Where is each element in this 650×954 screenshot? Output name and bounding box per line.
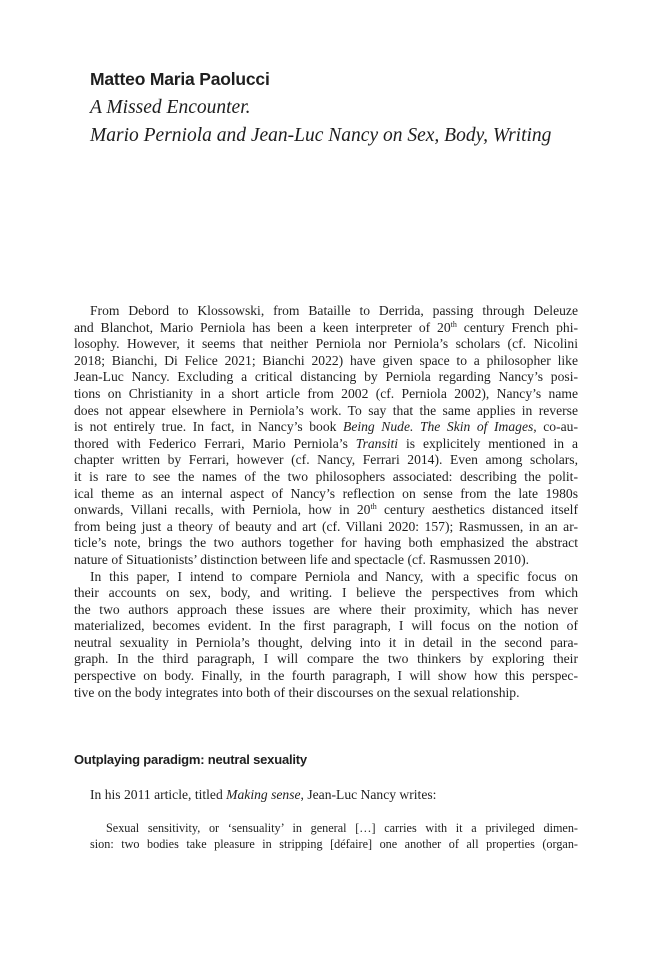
text-line: and Blanchot, Mario Perniola has been a keen interpreter of 20th century French phi- <box>74 319 579 335</box>
book-title-italic: Being Nude. The Skin of Images <box>343 419 534 435</box>
text-line: ical theme as an internal aspect of Nancy’s reflection on sense from the late 1980s <box>74 485 578 501</box>
text-line: it is rare to see the names of the two philosophers associated: describing the polit- <box>74 468 578 484</box>
chapter-title-line-2: Mario Perniola and Jean-Luc Nancy on Sex, Body, Writing <box>90 125 552 146</box>
section-intro-sentence: In his 2011 article, titled Making sense, Jean-Luc Nancy writes: <box>90 787 437 802</box>
text-line: does not appear elsewhere in Perniola’s work. To say that the same applies in reverse <box>74 402 578 418</box>
text-line: In this paper, I intend to compare Perniola and Nancy, with a specific focus on <box>90 568 578 584</box>
text-line: materialized, becomes evident. In the first paragraph, I will focus on the notion of <box>74 618 578 634</box>
text-line: ticle’s note, brings the two authors together for having both emphasized the abstract <box>74 535 578 551</box>
text-line: tive on the body integrates into both of their discourses on the sexual relationship. <box>74 684 520 700</box>
chapter-title <box>90 94 551 150</box>
text-line: is not entirely true. In fact, in Nancy’s book Being Nude. The Skin of Images, co-au- <box>74 419 578 435</box>
text-line: losophy. However, it seems that neither Perniola nor Perniola’s scholars (cf. Nicolini <box>74 336 578 352</box>
body-text <box>74 303 578 701</box>
text-line: tions on Christianity in a short article from 2002 (cf. Perniola 2002), Nancy’s name <box>74 385 578 401</box>
superscript: th <box>450 319 457 329</box>
text-line: nature of Situationists’ distinction between life and spectacle (cf. Rasmussen 2010). <box>74 551 530 567</box>
quote-line: sion: two bodies take pleasure in stripping [défaire] one another of all properties (organ- <box>90 836 578 851</box>
text-line: Jean-Luc Nancy. Excluding a critical distancing by Perniola regarding Nancy’s posi- <box>74 369 578 385</box>
text-line: onwards, Villani recalls, with Perniola, how in 20th century aesthetics distanced itself <box>74 502 578 518</box>
text-line: neutral sexuality in Perniola’s thought, delving into it in detail in the second para- <box>74 634 578 650</box>
text-line: the two authors approach these issues are where their proximity, which has never <box>74 601 578 617</box>
superscript: th <box>370 502 377 512</box>
text-line: perspective on body. Finally, in the fourth paragraph, I will show how this perspec- <box>74 668 578 684</box>
text-line: graph. In the third paragraph, I will compare the two thinkers by exploring their <box>74 651 578 667</box>
book-title-italic: Transiti <box>355 435 399 451</box>
block-quote <box>90 821 578 852</box>
paragraph-1 <box>74 303 578 569</box>
paragraph-2 <box>74 569 578 702</box>
quote-line: Sexual sensitivity, or ‘sensuality’ in general […] carries with it a privileged dimen- <box>106 821 578 835</box>
text-line: thored with Federico Ferrari, Mario Perniola’s Transiti is explicitely mentioned in a <box>74 435 578 451</box>
text-line: their accounts on sex, body, and writing. I believe the perspectives from which <box>74 585 578 601</box>
chapter-author: Matteo Maria Paolucci <box>90 69 270 89</box>
article-title-italic: Making sense <box>226 787 301 802</box>
text-line: From Debord to Klossowski, from Bataille to Derrida, passing through Deleuze <box>90 303 578 318</box>
text-line: from being just a theory of beauty and art (cf. Villani 2020: 157); Rasmussen, in an ar- <box>74 518 578 534</box>
text-line: 2018; Bianchi, Di Felice 2021; Bianchi 2022) have given space to a philosopher like <box>74 352 578 368</box>
chapter-title-line-1: A Missed Encounter. <box>90 97 251 118</box>
text-line: chapter written by Ferrari, however (cf. Nancy, Ferrari 2014). Even among scholars, <box>74 452 578 468</box>
section-heading: Outplaying paradigm: neutral sexuality <box>74 752 307 767</box>
